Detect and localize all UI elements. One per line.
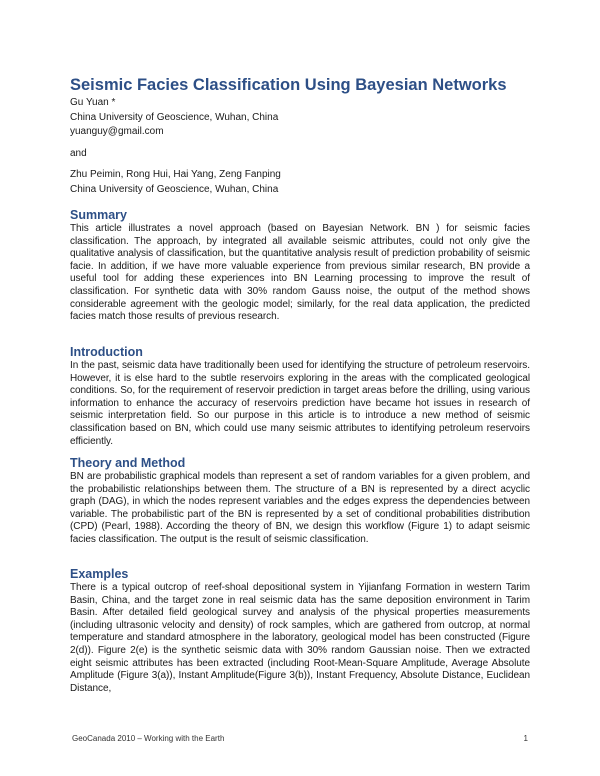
coauthor-affiliation: China University of Geoscience, Wuhan, China: [70, 183, 279, 195]
author-conjunction: and: [70, 147, 87, 159]
footer-conference: GeoCanada 2010 – Working with the Earth: [72, 734, 225, 743]
theory-paragraph: BN are probabilistic graphical models than represent a set of random variables for a given problem, and the probabilistic relationships between them. The structure of a BN is represented by a direct acyclic graph (DAG), in which the nodes represent variables and the edges express the dependencies between variable. The probabilistic part of the BN is represented by a set of conditional probabilities distribution (CPD) (Pearl, 1988). According the theory of BN, we design this workflow (Figure 1) to adapt seismic facies classification. The output is the result of seismic classification.: [70, 471, 530, 545]
summary-paragraph: This article illustrates a novel approach (based on Bayesian Network. BN ) for seismic facies classification. The approach, by integrated all available seismic attributes, could not only give the qualitative analysis of classification, but the quantitative analysis result of prediction probability of seismic facie. In addition, if we have more valuable experience from previous similar research, BN provide a useful tool for adding these experiences into BN Learning processing to improve the result of classification. For synthetic data with 30% random Gauss noise, the output of the method shows considerable agreement with the geologic model; similarly, for the real data application, the predicted facies match those results of previous research.: [70, 223, 530, 323]
author-block: [70, 96, 530, 197]
examples-heading: Examples: [70, 567, 129, 581]
page-footer: [72, 734, 528, 743]
introduction-paragraph: In the past, seismic data have traditionally been used for identifying the structure of petroleum reservoirs. However, it is else hard to the subtle reservoirs exploring in the areas with the complicated geological conditions. So, for the requirement of reservoir prediction in target areas before the drilling, using various information to enhance the accuracy of reservoirs prediction have became hot issues in research of seismic interpretation field. So our purpose in this article is to introduce a new method of seismic classification based on BN, which could use many seismic attributes to identifying petroleum reservoirs efficiently.: [70, 360, 530, 447]
theory-heading: Theory and Method: [70, 456, 186, 470]
author-line: Gu Yuan *: [70, 97, 116, 108]
summary-heading: Summary: [70, 208, 127, 222]
introduction-heading: Introduction: [70, 345, 143, 359]
author-affiliation: China University of Geoscience, Wuhan, China: [70, 111, 279, 123]
page-number: 1: [523, 734, 528, 743]
paper-title: Seismic Facies Classification Using Bayesian Networks: [70, 76, 507, 94]
examples-paragraph: There is a typical outcrop of reef-shoal depositional system in Yijianfang Formation in western Tarim Basin, China, and the target zone in real seismic data has the same deposition environment in Tarim Basin. After detailed field geological survey and analysis of the physical properties measurements (including ultrasonic velocity and density) of rock samples, which are gathered from outcrop, at normal temperature and standard atmosphere in the laboratory, geological model has been constructed (Figure 2(d)). Figure 2(e) is the synthetic seismic data with 30% random Gaussian noise. Then we extracted eight seismic attributes has been extracted (including Root-Mean-Square Amplitude, Average Absolute Amplitude (Figure 3(a)), Instant Amplitude(Figure 3(b)), Instant Frequency, Absolute Distance, Euclidean Distance,: [70, 582, 530, 694]
author-email: yuanguy@gmail.com: [70, 126, 164, 137]
coauthor-line: Zhu Peimin, Rong Hui, Hai Yang, Zeng Fanping: [70, 169, 281, 180]
